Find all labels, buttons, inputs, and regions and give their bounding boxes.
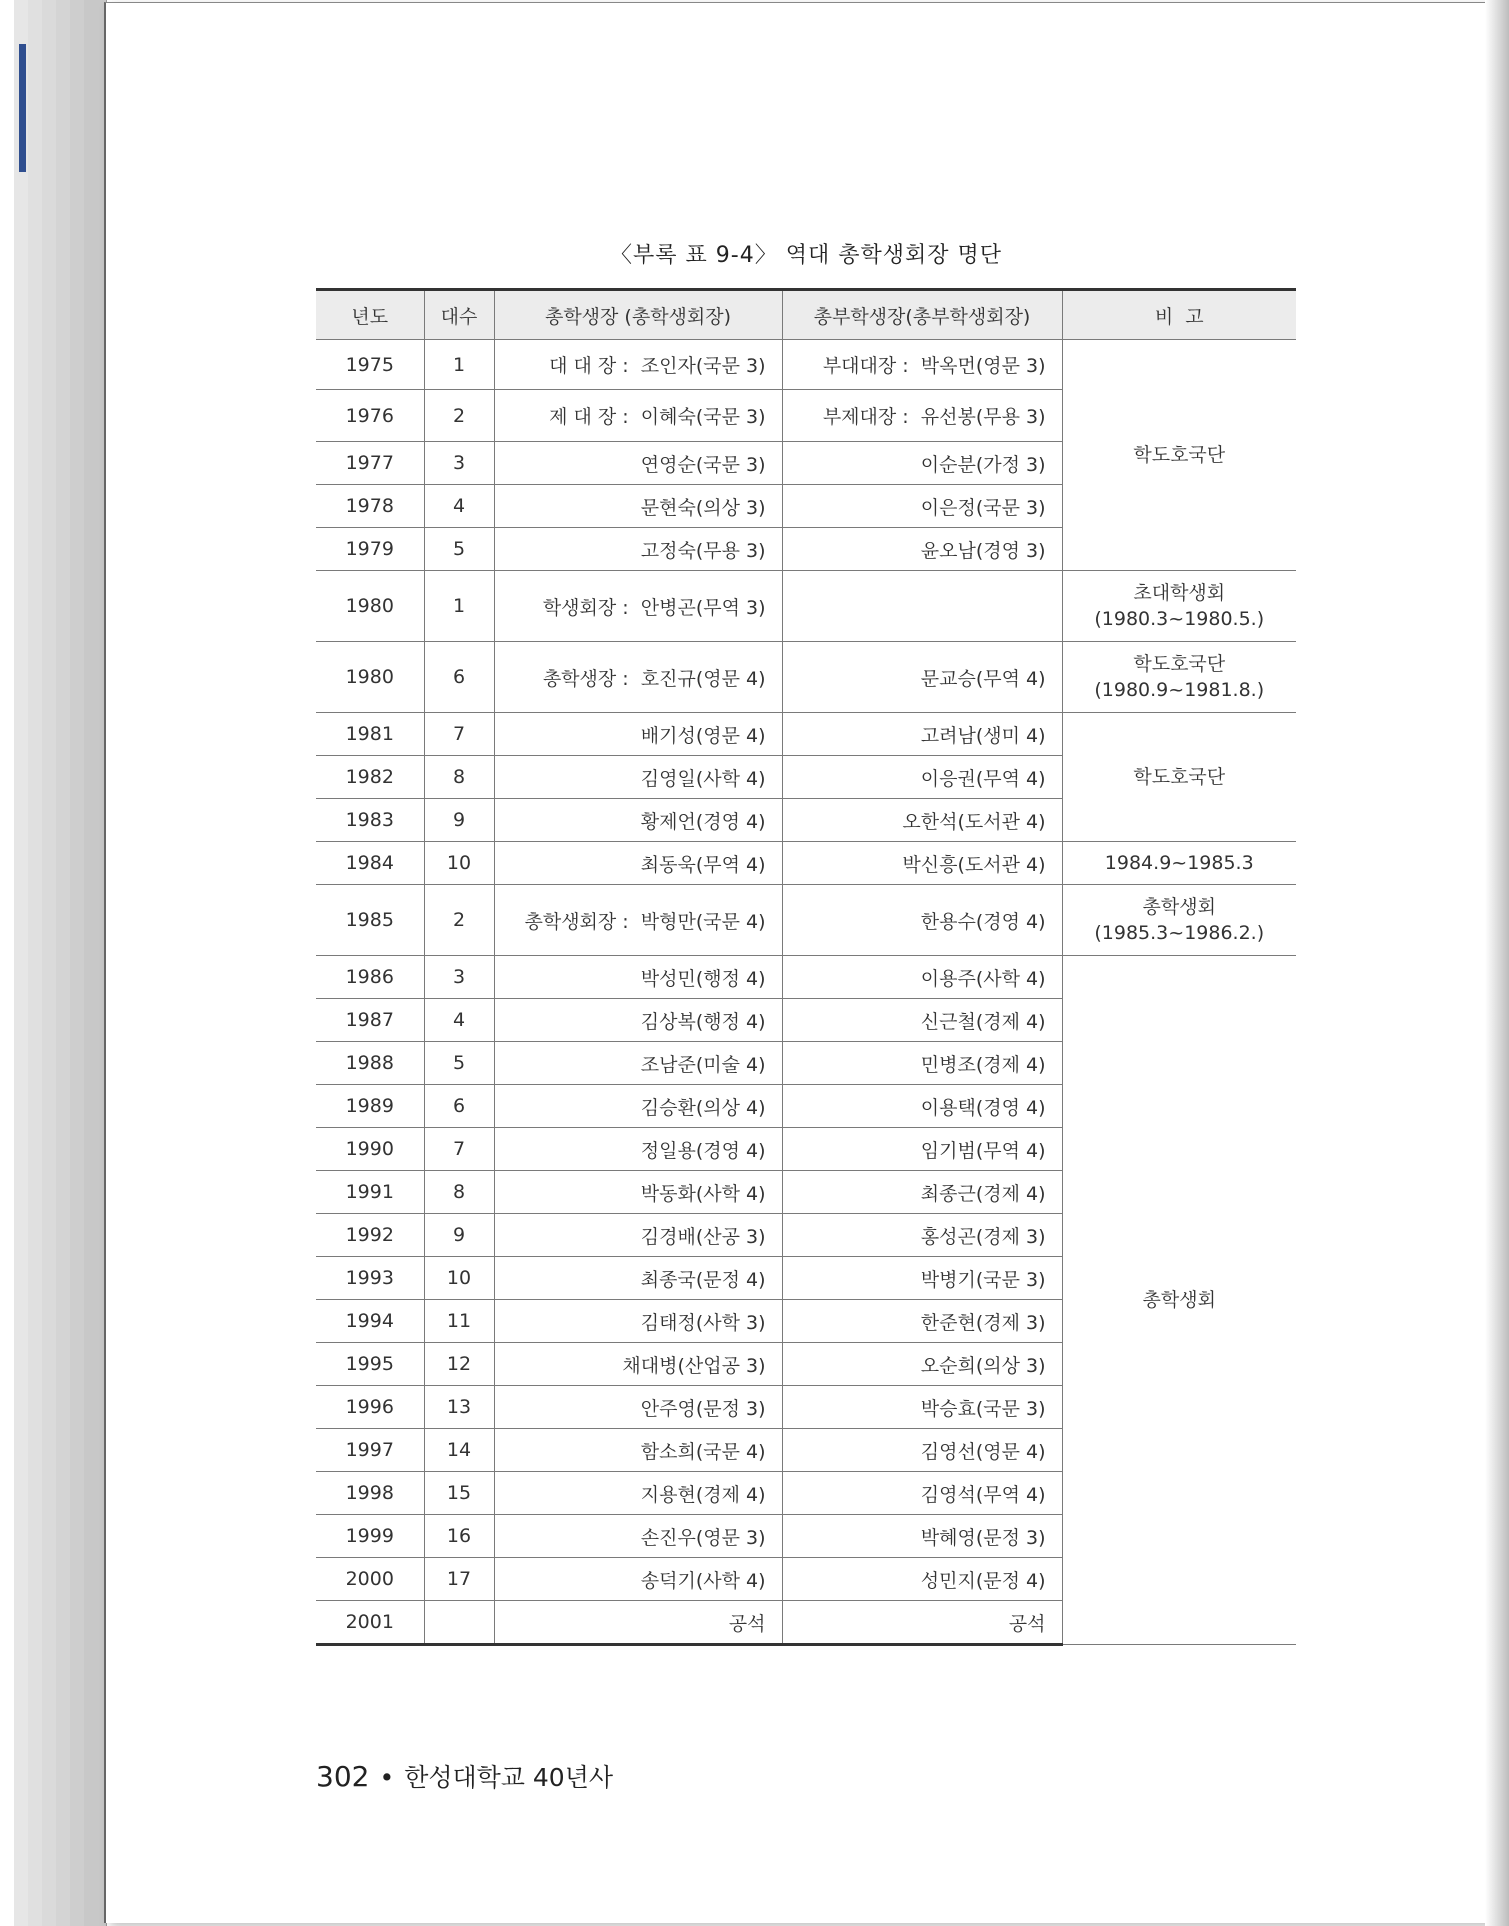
vice-president-cell: 성민지(문정 4) xyxy=(782,1558,1062,1601)
year-cell: 1992 xyxy=(316,1214,424,1257)
book-page-stack xyxy=(0,0,110,1926)
president-cell: 총학생장 : 호진규(영문 4) xyxy=(494,642,782,713)
vice-president-cell: 이은정(국문 3) xyxy=(782,485,1062,528)
year-cell: 1977 xyxy=(316,442,424,485)
year-cell: 2001 xyxy=(316,1601,424,1645)
year-cell: 1980 xyxy=(316,571,424,642)
vice-president-cell: 김영선(영문 4) xyxy=(782,1429,1062,1472)
president-cell: 정일용(경영 4) xyxy=(494,1128,782,1171)
president-cell: 최동욱(무역 4) xyxy=(494,842,782,885)
year-cell: 1989 xyxy=(316,1085,424,1128)
generation-cell: 12 xyxy=(424,1343,494,1386)
generation-cell: 11 xyxy=(424,1300,494,1343)
year-cell: 1986 xyxy=(316,956,424,999)
president-cell: 채대병(산업공 3) xyxy=(494,1343,782,1386)
generation-cell: 4 xyxy=(424,999,494,1042)
vice-president-cell: 박병기(국문 3) xyxy=(782,1257,1062,1300)
table-header-row xyxy=(316,290,1296,340)
table-row xyxy=(316,571,1296,642)
year-cell: 1998 xyxy=(316,1472,424,1515)
generation-cell: 6 xyxy=(424,1085,494,1128)
year-cell: 1983 xyxy=(316,799,424,842)
vice-president-cell: 박승효(국문 3) xyxy=(782,1386,1062,1429)
generation-cell: 7 xyxy=(424,713,494,756)
year-cell: 1985 xyxy=(316,885,424,956)
generation-cell: 3 xyxy=(424,442,494,485)
vice-president-cell xyxy=(782,571,1062,642)
vice-president-cell: 이용주(사학 4) xyxy=(782,956,1062,999)
book-title: 한성대학교 40년사 xyxy=(404,1763,614,1792)
president-cell: 총학생회장 : 박형만(국문 4) xyxy=(494,885,782,956)
year-cell: 1978 xyxy=(316,485,424,528)
generation-cell: 9 xyxy=(424,1214,494,1257)
president-cell: 박동화(사학 4) xyxy=(494,1171,782,1214)
president-cell: 김승환(의상 4) xyxy=(494,1085,782,1128)
president-cell: 문현숙(의상 3) xyxy=(494,485,782,528)
president-cell: 함소희(국문 4) xyxy=(494,1429,782,1472)
table-row xyxy=(316,885,1296,956)
bookmark-tab xyxy=(19,44,26,172)
president-cell: 최종국(문정 4) xyxy=(494,1257,782,1300)
table-row xyxy=(316,956,1296,999)
vice-president-cell: 민병조(경제 4) xyxy=(782,1042,1062,1085)
generation-cell: 10 xyxy=(424,842,494,885)
president-cell: 송덕기(사학 4) xyxy=(494,1558,782,1601)
vice-president-cell: 한준현(경제 3) xyxy=(782,1300,1062,1343)
year-cell: 1996 xyxy=(316,1386,424,1429)
generation-cell: 8 xyxy=(424,1171,494,1214)
president-cell: 박성민(행정 4) xyxy=(494,956,782,999)
table-row xyxy=(316,713,1296,756)
president-cell: 김태정(사학 3) xyxy=(494,1300,782,1343)
vice-president-cell: 윤오남(경영 3) xyxy=(782,528,1062,571)
vice-president-cell: 신근철(경제 4) xyxy=(782,999,1062,1042)
generation-cell: 14 xyxy=(424,1429,494,1472)
president-cell: 고정숙(무용 3) xyxy=(494,528,782,571)
generation-cell: 7 xyxy=(424,1128,494,1171)
president-cell: 제 대 장 : 이혜숙(국문 3) xyxy=(494,390,782,442)
year-cell: 1975 xyxy=(316,340,424,390)
generation-cell: 1 xyxy=(424,340,494,390)
president-cell: 배기성(영문 4) xyxy=(494,713,782,756)
generation-cell: 6 xyxy=(424,642,494,713)
year-cell: 2000 xyxy=(316,1558,424,1601)
generation-cell: 3 xyxy=(424,956,494,999)
president-cell: 안주영(문정 3) xyxy=(494,1386,782,1429)
table-row xyxy=(316,340,1296,390)
president-cell: 연영순(국문 3) xyxy=(494,442,782,485)
generation-cell: 13 xyxy=(424,1386,494,1429)
vice-president-cell: 문교승(무역 4) xyxy=(782,642,1062,713)
vice-president-cell: 최종근(경제 4) xyxy=(782,1171,1062,1214)
generation-cell xyxy=(424,1601,494,1645)
president-cell: 학생회장 : 안병곤(무역 3) xyxy=(494,571,782,642)
president-cell: 손진우(영문 3) xyxy=(494,1515,782,1558)
year-cell: 1999 xyxy=(316,1515,424,1558)
year-cell: 1990 xyxy=(316,1128,424,1171)
president-cell: 김상복(행정 4) xyxy=(494,999,782,1042)
president-cell: 조남준(미술 4) xyxy=(494,1042,782,1085)
president-cell: 김경배(산공 3) xyxy=(494,1214,782,1257)
remarks-cell: 초대학생회 (1980.3~1980.5.) xyxy=(1062,571,1296,642)
vice-president-cell: 박혜영(문정 3) xyxy=(782,1515,1062,1558)
generation-cell: 2 xyxy=(424,390,494,442)
year-cell: 1995 xyxy=(316,1343,424,1386)
page-right-edge xyxy=(1485,0,1509,1926)
table-row xyxy=(316,642,1296,713)
remarks-cell: 학도호국단 xyxy=(1062,340,1296,571)
header-remarks: 비 고 xyxy=(1062,290,1296,340)
header-president: 총학생장 (총학생회장) xyxy=(494,290,782,340)
president-cell: 김영일(사학 4) xyxy=(494,756,782,799)
remarks-cell: 1984.9~1985.3 xyxy=(1062,842,1296,885)
generation-cell: 10 xyxy=(424,1257,494,1300)
year-cell: 1981 xyxy=(316,713,424,756)
vice-president-cell: 오순희(의상 3) xyxy=(782,1343,1062,1386)
vice-president-cell: 홍성곤(경제 3) xyxy=(782,1214,1062,1257)
header-year: 년도 xyxy=(316,290,424,340)
generation-cell: 4 xyxy=(424,485,494,528)
year-cell: 1987 xyxy=(316,999,424,1042)
vice-president-cell: 공석 xyxy=(782,1601,1062,1645)
header-vice-president: 총부학생장(총부학생회장) xyxy=(782,290,1062,340)
generation-cell: 5 xyxy=(424,1042,494,1085)
vice-president-cell: 이응권(무역 4) xyxy=(782,756,1062,799)
year-cell: 1997 xyxy=(316,1429,424,1472)
year-cell: 1993 xyxy=(316,1257,424,1300)
remarks-cell: 총학생회 xyxy=(1062,956,1296,1645)
generation-cell: 16 xyxy=(424,1515,494,1558)
year-cell: 1988 xyxy=(316,1042,424,1085)
table-caption: 〈부록 표 9-4〉 역대 총학생회장 명단 xyxy=(610,243,1002,268)
student-council-roster-table xyxy=(316,288,1296,1646)
year-cell: 1982 xyxy=(316,756,424,799)
generation-cell: 15 xyxy=(424,1472,494,1515)
president-cell: 공석 xyxy=(494,1601,782,1645)
vice-president-cell: 오한석(도서관 4) xyxy=(782,799,1062,842)
vice-president-cell: 김영석(무역 4) xyxy=(782,1472,1062,1515)
year-cell: 1984 xyxy=(316,842,424,885)
generation-cell: 2 xyxy=(424,885,494,956)
president-cell: 황제언(경영 4) xyxy=(494,799,782,842)
remarks-cell: 학도호국단 xyxy=(1062,713,1296,842)
year-cell: 1979 xyxy=(316,528,424,571)
table-row xyxy=(316,842,1296,885)
president-cell: 지용현(경제 4) xyxy=(494,1472,782,1515)
president-cell: 대 대 장 : 조인자(국문 3) xyxy=(494,340,782,390)
page-number: 302 xyxy=(316,1760,370,1793)
page-footer xyxy=(316,1758,613,1794)
vice-president-cell: 한용수(경영 4) xyxy=(782,885,1062,956)
vice-president-cell: 부대대장 : 박옥먼(영문 3) xyxy=(782,340,1062,390)
year-cell: 1991 xyxy=(316,1171,424,1214)
generation-cell: 5 xyxy=(424,528,494,571)
year-cell: 1994 xyxy=(316,1300,424,1343)
year-cell: 1976 xyxy=(316,390,424,442)
remarks-cell: 총학생회 (1985.3~1986.2.) xyxy=(1062,885,1296,956)
generation-cell: 1 xyxy=(424,571,494,642)
vice-president-cell: 이순분(가정 3) xyxy=(782,442,1062,485)
remarks-cell: 학도호국단 (1980.9~1981.8.) xyxy=(1062,642,1296,713)
generation-cell: 9 xyxy=(424,799,494,842)
year-cell: 1980 xyxy=(316,642,424,713)
vice-president-cell: 고려남(생미 4) xyxy=(782,713,1062,756)
vice-president-cell: 이용택(경영 4) xyxy=(782,1085,1062,1128)
vice-president-cell: 임기범(무역 4) xyxy=(782,1128,1062,1171)
vice-president-cell: 부제대장 : 유선봉(무용 3) xyxy=(782,390,1062,442)
vice-president-cell: 박신흥(도서관 4) xyxy=(782,842,1062,885)
generation-cell: 17 xyxy=(424,1558,494,1601)
header-generation: 대수 xyxy=(424,290,494,340)
bullet-separator: • xyxy=(379,1763,395,1792)
generation-cell: 8 xyxy=(424,756,494,799)
